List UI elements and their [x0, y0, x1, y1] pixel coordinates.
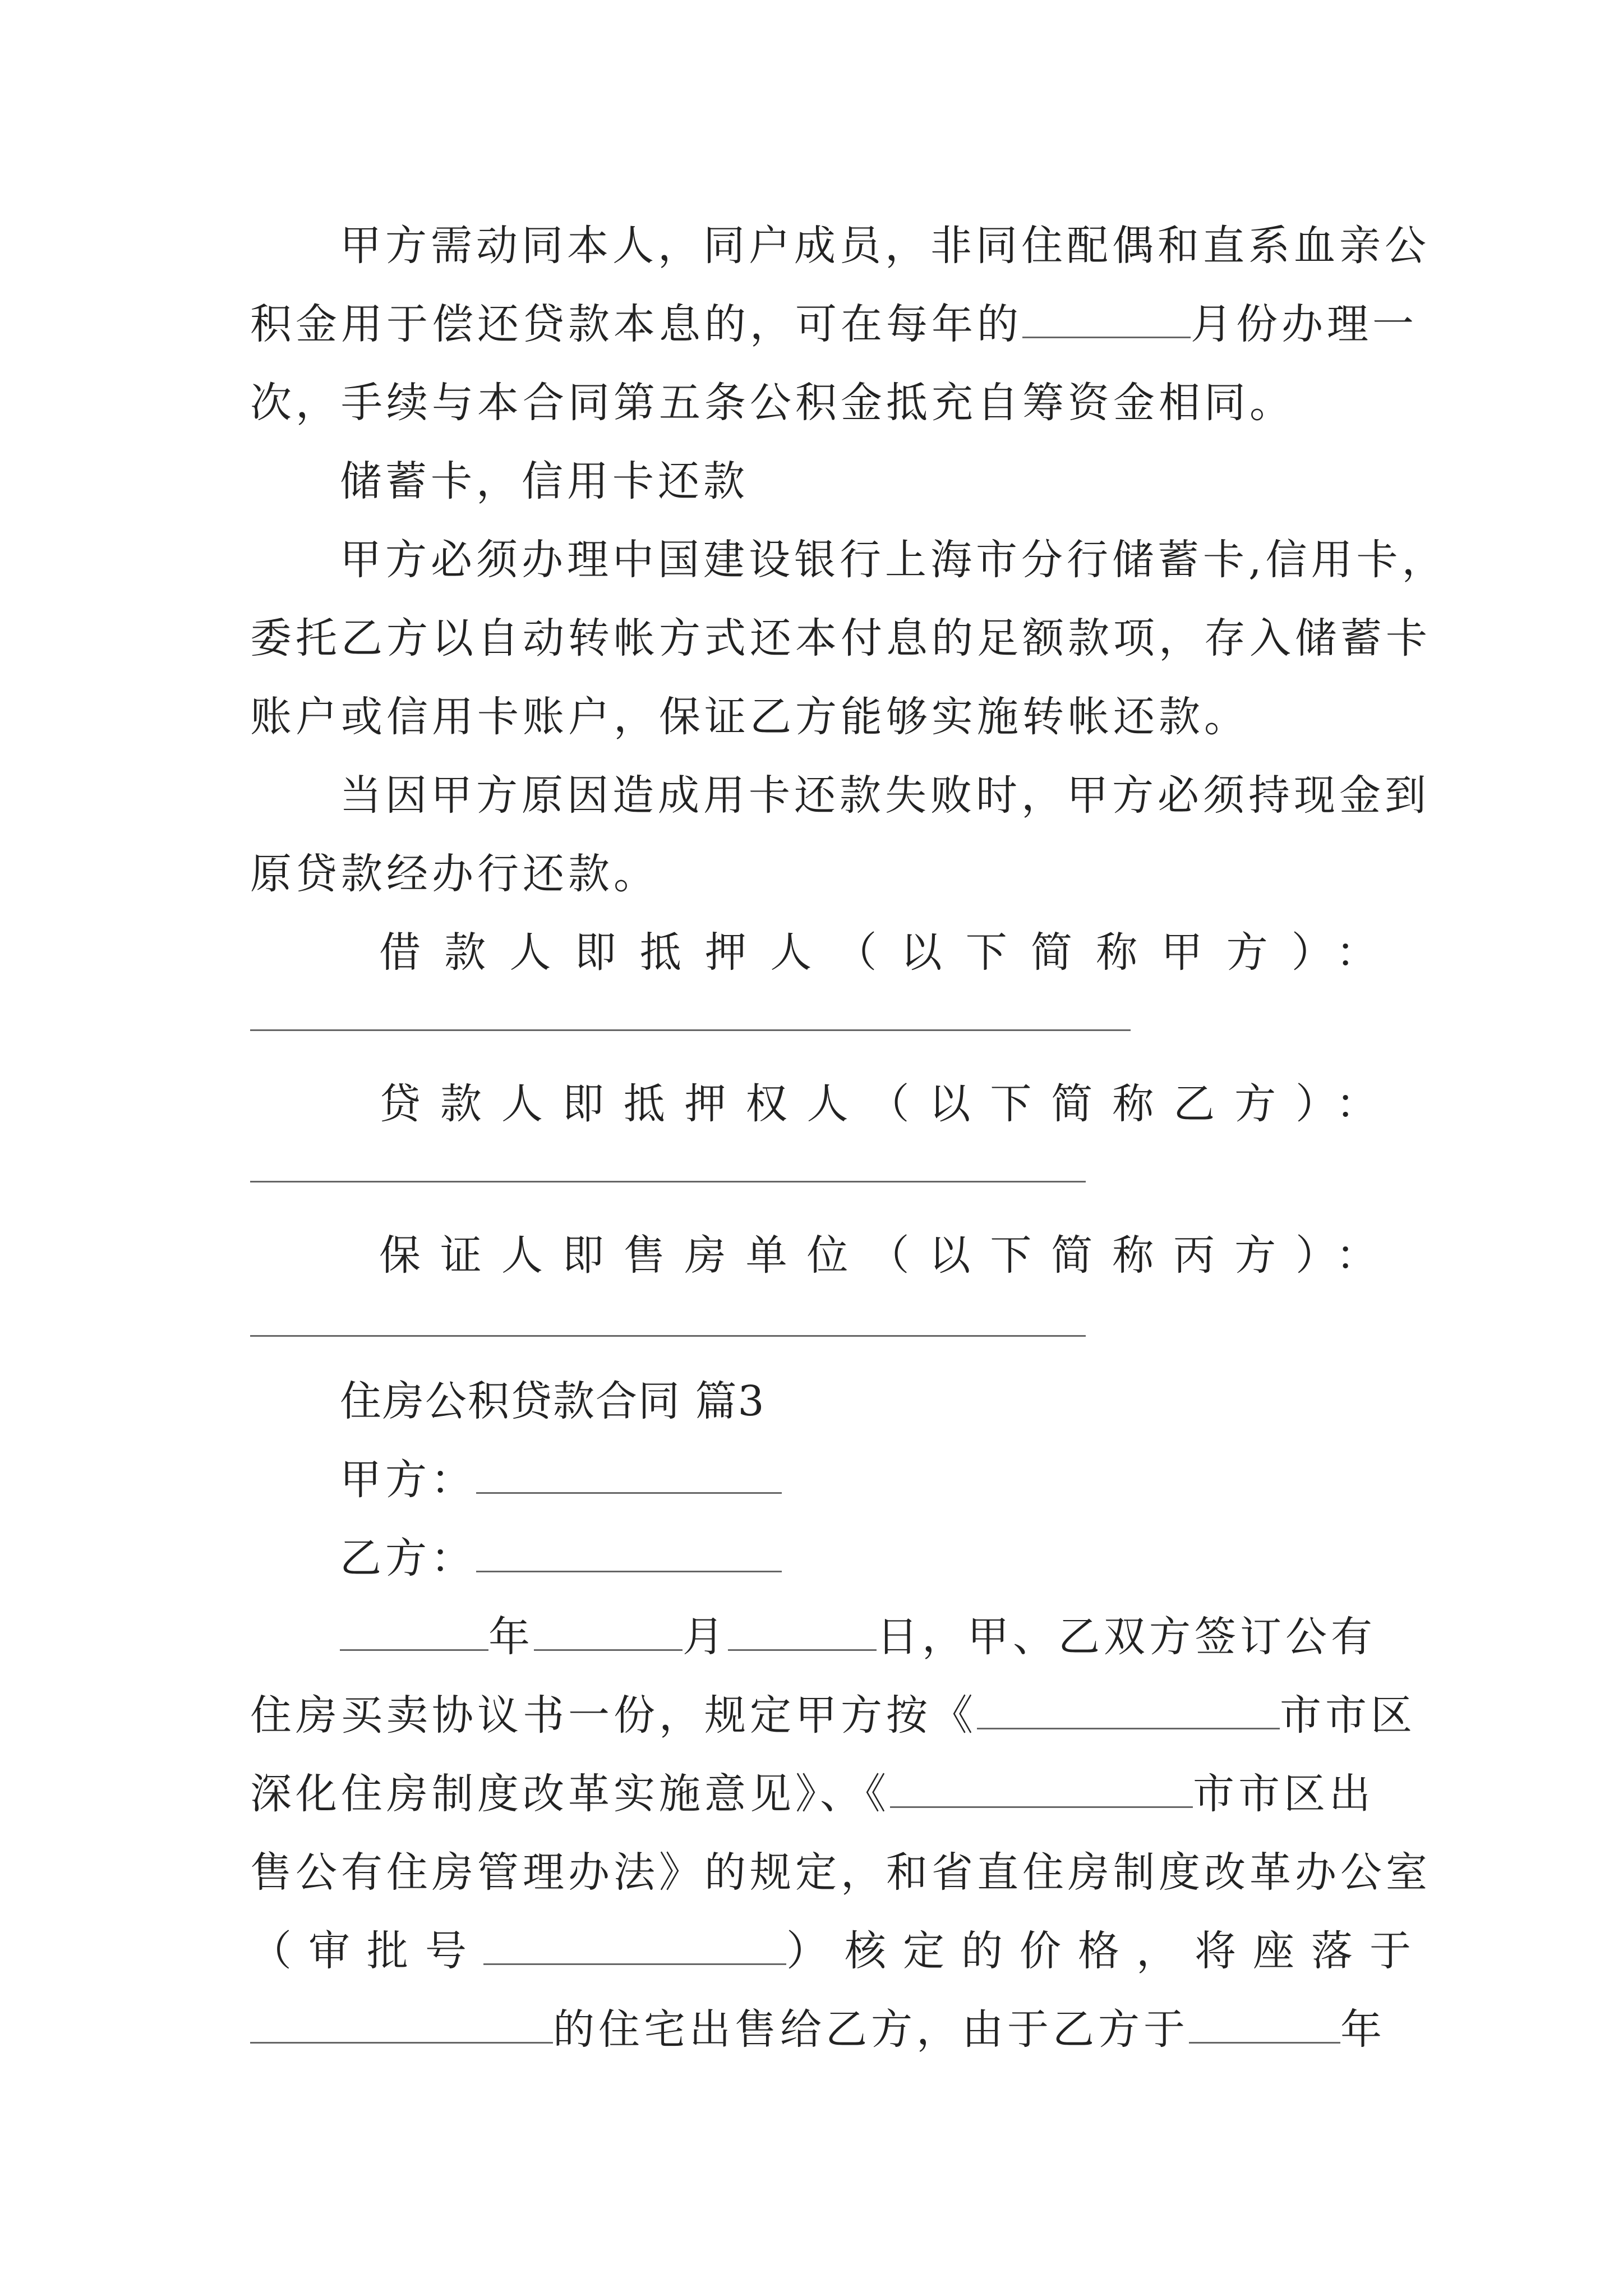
- month-blank-2[interactable]: [534, 1610, 683, 1651]
- party-a-label: 甲方：: [340, 1456, 476, 1504]
- p1-line2-tail: 月份办理一: [1191, 300, 1418, 348]
- party-a-blank[interactable]: [476, 1453, 782, 1494]
- p2-line1: 甲方必须办理中国建设银行上海市分行储蓄卡,信用卡，: [340, 536, 1447, 584]
- p4-line3-text: 深化住房制度改革实施意见》、《: [250, 1770, 890, 1818]
- p2-line2: 委托乙方以自动转帐方式还本付息的足额款项，存入储蓄卡: [250, 614, 1431, 662]
- p1-line1: 甲方需动同本人，同户成员，非同住配偶和直系血亲公: [340, 222, 1430, 270]
- p4-line2-text: 住房买卖协议书一份，规定甲方按《: [250, 1691, 977, 1740]
- p1-line2: [250, 296, 1418, 352]
- borrower-label: 借款人即抵押人（以下简称甲方）：: [379, 928, 1377, 977]
- approval-label: （审批号: [250, 1927, 483, 1975]
- p4-line3: [250, 1766, 1389, 1822]
- party-b-line: [340, 1530, 1389, 1586]
- month-blank[interactable]: [1022, 297, 1191, 338]
- day-rest: 日，甲、乙双方签订公有: [877, 1613, 1376, 1661]
- p3-line2: 原贷款经办行还款。: [250, 850, 659, 898]
- party-b-label: 乙方：: [340, 1534, 476, 1582]
- p4-line2-tail: 市市区: [1280, 1691, 1416, 1740]
- month-label: 月: [683, 1613, 728, 1661]
- borrower-blank[interactable]: [250, 1029, 1131, 1031]
- year-blank-2[interactable]: [1189, 2003, 1340, 2044]
- heading-card-repayment: 储蓄卡，信用卡还款: [340, 457, 749, 505]
- p4-line6: [250, 2001, 1389, 2058]
- guarantor-blank[interactable]: [250, 1335, 1086, 1337]
- approval-number-blank[interactable]: [483, 1924, 786, 1965]
- year-label: 年: [488, 1613, 534, 1661]
- p4-line5-tail: ）核定的价格，将座落于: [786, 1927, 1428, 1975]
- p4-line2: [250, 1687, 1416, 1743]
- city-blank-2[interactable]: [890, 1767, 1193, 1808]
- p4-line3-tail: 市市区出: [1193, 1770, 1375, 1818]
- p4-line5: [250, 1923, 1428, 1979]
- party-b-blank[interactable]: [476, 1531, 782, 1572]
- city-blank-1[interactable]: [977, 1688, 1280, 1729]
- p4-line6-tail: 年: [1340, 2005, 1386, 2054]
- year-blank[interactable]: [340, 1610, 488, 1651]
- p3-line1: 当因甲方原因造成用卡还款失败时，甲方必须持现金到: [340, 771, 1430, 820]
- lender-blank[interactable]: [250, 1181, 1086, 1182]
- p4-line4: 售公有住房管理办法》的规定，和省直住房制度改革办公室: [250, 1848, 1431, 1897]
- day-blank[interactable]: [728, 1610, 877, 1651]
- section-title: 住房公积贷款合同 篇3: [340, 1377, 766, 1425]
- guarantor-label: 保证人即售房单位（以下简称丙方）：: [379, 1231, 1377, 1280]
- lender-label: 贷款人即抵押权人（以下简称乙方）：: [379, 1080, 1377, 1128]
- p1-line2-text: 积金用于偿还贷款本息的，可在每年的: [250, 300, 1022, 348]
- p4-line1: [340, 1609, 1389, 1665]
- p1-line3: 次，手续与本合同第五条公积金抵充自筹资金相同。: [250, 379, 1295, 427]
- location-blank[interactable]: [250, 2003, 553, 2044]
- p2-line3: 账户或信用卡账户，保证乙方能够实施转帐还款。: [250, 693, 1249, 741]
- party-a-line: [340, 1452, 1389, 1508]
- p4-line6-text: 的住宅出售给乙方，由于乙方于: [553, 2005, 1189, 2054]
